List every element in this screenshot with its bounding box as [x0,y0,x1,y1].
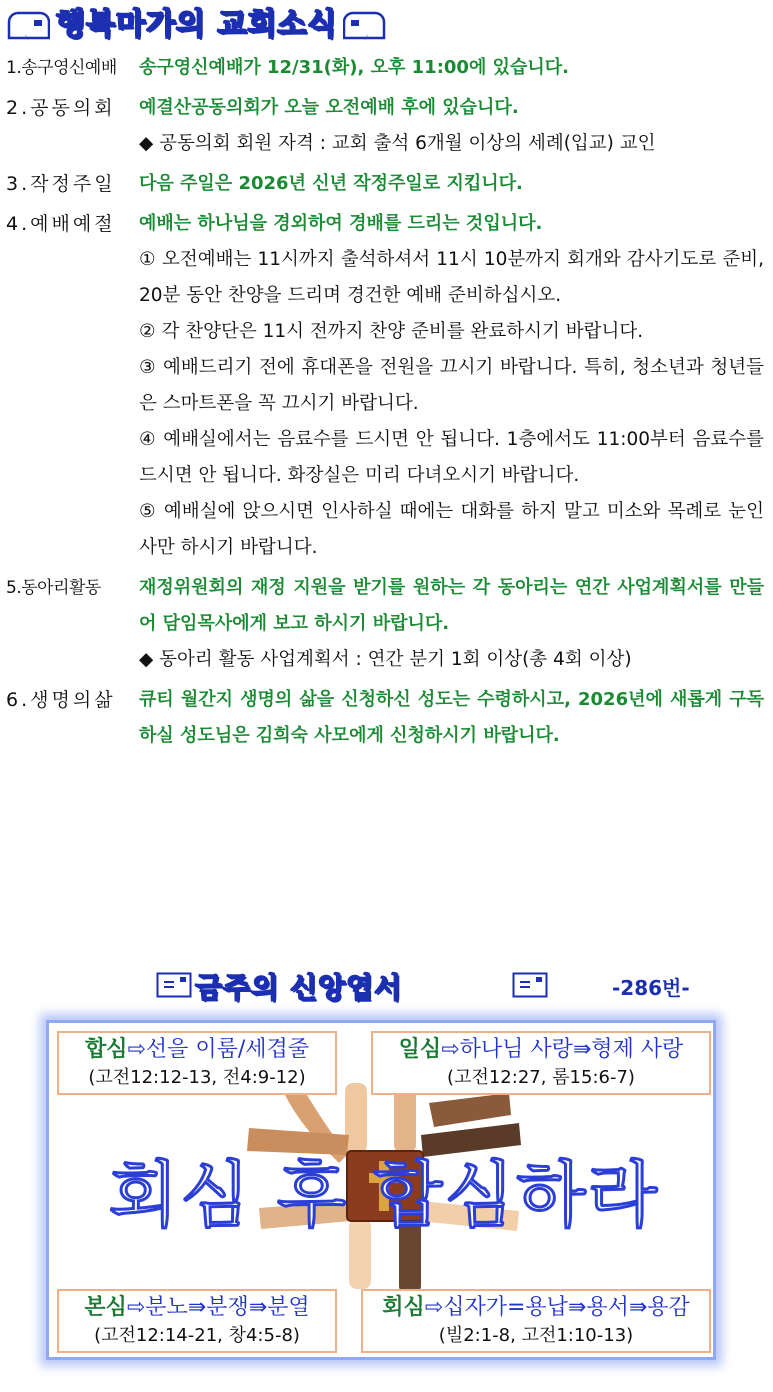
notice-item [6,50,764,86]
notice-headline: 송구영신예배가 12/31(화), 오후 11:00에 있습니다. [139,57,569,78]
arrow-icon: ⇨ [126,1295,146,1320]
notice-list [6,50,764,758]
memo-icon [156,972,192,998]
notice-headline: 재정위원회의 재정 지원을 받기를 원하는 각 동아리는 연간 사업계획서를 만들어 담임목사에게 보고 하시기 바랍니다. [139,577,764,634]
verse-header [0,964,773,1006]
notice-label: 6.생명의삶 [6,689,116,711]
arrow-icon: ⇨ [127,1037,146,1062]
slogan: 회심 후 합심하라 [108,1153,660,1237]
verse-reference: (고전12:14-21, 창4:5-8) [94,1325,300,1346]
notice-detail: ⑤ 예배실에 앉으시면 인사하실 때에는 대화를 하지 말고 미소와 목례로 눈인사만 하시기 바랍니다. [139,501,764,558]
page-title: 행복마가의 교회소식 [56,7,338,42]
verse-box-bonsim [57,1289,337,1353]
notice-detail: ◆ 공동의회 회원 자격 : 교회 출석 6개월 이상의 세례(입교) 교인 [139,133,656,154]
notice-item [6,90,764,162]
arrow-icon: ⇨ [424,1295,444,1320]
header [6,4,387,46]
memo-icon [512,972,548,998]
notice-detail: ◆ 동아리 활동 사업계획서 : 연간 분기 1회 이상(총 4회 이상) [139,649,632,670]
notice-item [6,682,764,754]
verse-reference: (고전12:27, 롬15:6-7) [447,1067,635,1088]
verse-key: 합심 [84,1037,128,1062]
notice-label: 4.예배예절 [6,213,116,235]
mailbox-icon [343,10,387,40]
verse-key: 일심 [398,1037,442,1062]
verse-text: 하나님 사랑⇛형제 사랑 [459,1037,684,1062]
verse-title: 금주의 신앙엽서 [195,971,403,1004]
notice-detail: ④ 예배실에서는 음료수를 드시면 안 됩니다. 1층에서도 11:00부터 음료수를 드시면 안 됩니다. 화장실은 미리 다녀오시기 바랍니다. [139,429,764,486]
notice-detail: ② 각 찬양단은 11시 전까지 찬양 준비를 완료하시기 바랍니다. [139,321,644,342]
notice-label: 2.공동의회 [6,97,116,119]
notice-label: 5.동아리활동 [6,578,101,598]
verse-text: 선을 이룸/세겹줄 [145,1037,310,1062]
verse-box-hoesim [361,1289,711,1353]
verse-text: 십자가=용납⇛용서⇛용감 [443,1295,690,1320]
arrow-icon: ⇨ [441,1037,460,1062]
verse-card [46,1020,716,1360]
verse-key: 회심 [382,1295,425,1320]
notice-label: 3.작정주일 [6,173,116,195]
notice-detail: ③ 예배드리기 전에 휴대폰을 전원을 끄시기 바랍니다. 특히, 청소년과 청년들은 스마트폰을 꼭 끄시기 바랍니다. [139,357,764,414]
verse-box-hapsim [57,1031,337,1095]
verse-key: 본심 [84,1295,127,1320]
verse-reference: (빌2:1-8, 고전1:10-13) [438,1325,634,1346]
notice-item [6,166,764,202]
verse-box-ilsim [371,1031,711,1095]
notice-headline: 예결산공동의회가 오늘 오전예배 후에 있습니다. [139,97,519,118]
verse-text: 분노⇛분쟁⇛분열 [145,1295,310,1320]
notice-headline: 큐티 월간지 생명의 삶을 신청하신 성도는 수령하시고, 2026년에 새롭게 구독하실 성도님은 김희숙 사모에게 신청하시기 바랍니다. [139,689,764,746]
notice-item [6,570,764,678]
notice-headline: 예배는 하나님을 경외하여 경배를 드리는 것입니다. [139,213,543,234]
notice-item [6,206,764,566]
verse-reference: (고전12:12-13, 전4:9-12) [88,1067,306,1088]
notice-headline: 다음 주일은 2026년 신년 작정주일로 지킵니다. [139,173,523,194]
hymn-number: -286번- [612,976,690,1000]
notice-detail: ① 오전예배는 11시까지 출석하셔서 11시 10분까지 회개와 감사기도로 준비, 20분 동안 찬양을 드리며 경건한 예배 준비하십시오. [139,249,764,306]
mailbox-icon [6,10,50,40]
notice-label: 1.송구영신예배 [6,58,117,78]
